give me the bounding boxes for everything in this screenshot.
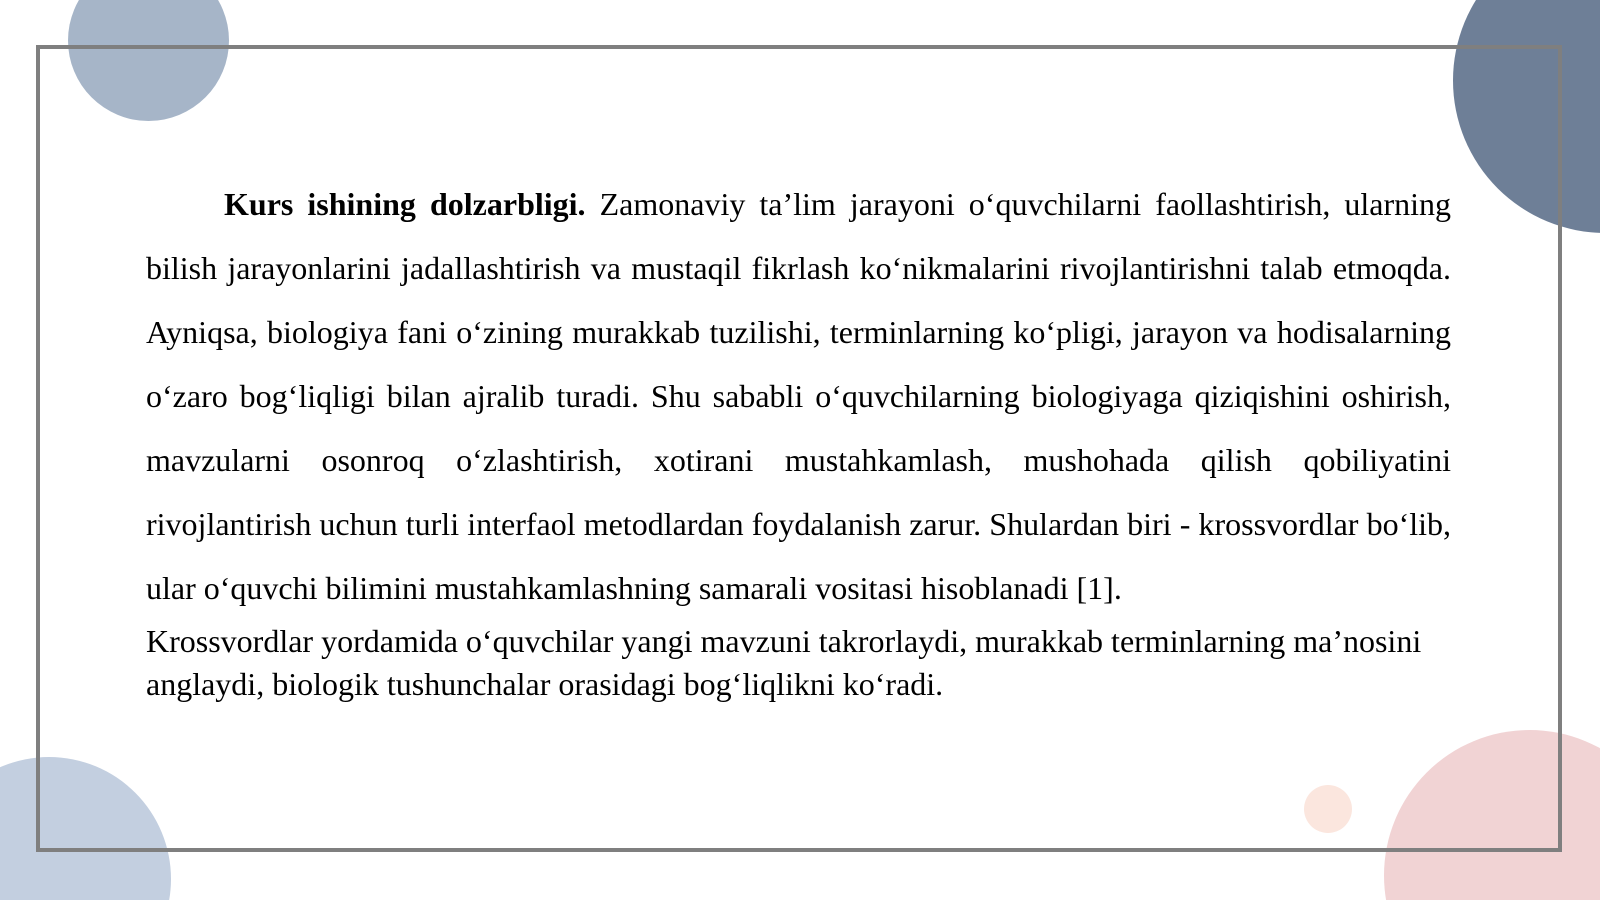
text-content <box>146 172 1451 706</box>
paragraph-crosswords: Krossvordlar yordamida o‘quvchilar yangi mavzuni takrorlaydi, murakkab terminlarning ma’nosini anglaydi, biologik tushunchalar orasidagi bog‘liqlikni ko‘radi. <box>146 623 1422 702</box>
paragraph-lead-heading: Kurs ishining dolzarbligi. <box>224 186 586 222</box>
paragraph-body: Zamonaviy ta’lim jarayoni o‘quvchilarni faollashtirish, ularning bilish jarayonlarini jadallashtirish va mustaqil fikrlash ko‘nikmalarini rivojlantirishni talab etmoqda. Ayniqsa, biologiya fani o‘zining murakkab tuzilishi, terminlarning ko‘pligi, jarayon va hodisalarning o‘zaro bog‘liqligi bilan ajralib turadi. Shu sababli o‘quvchilarning biologiyaga qiziqishini oshirish, mavzularni osonroq o‘zlashtirish, xotirani mustahkamlash, mushohada qilish qobiliyatini rivojlantirish uchun turli interfaol metodlardan foydalanish zarur. Shulardan biri - krossvordlar bo‘lib, ular o‘quvchi bilimini mustahkamlashning samarali vositasi hisoblanadi [1]. <box>146 186 1452 606</box>
paragraph-relevance <box>146 172 1451 620</box>
